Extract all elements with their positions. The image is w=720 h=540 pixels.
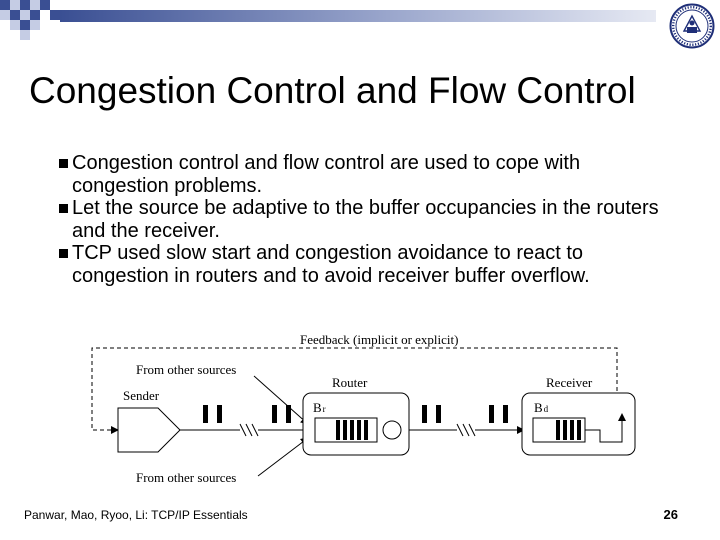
bullet-text: Let the source be adaptive to the buffer occupancies in the routers and the receiver. <box>72 197 659 242</box>
incoming-arrow-bottom <box>258 438 308 476</box>
receiver-label: Receiver <box>546 375 593 390</box>
sender-label: Sender <box>123 388 160 403</box>
from-other-sources-top: From other sources <box>136 362 237 377</box>
router-label: Router <box>332 375 368 390</box>
page-number: 26 <box>663 507 678 522</box>
sender-node <box>118 408 180 452</box>
packets-sender-router <box>203 405 291 423</box>
slide-title: Congestion Control and Flow Control <box>29 70 636 111</box>
feedback-label: Feedback (implicit or explicit) <box>300 332 459 347</box>
receiver-buffer-label: Bd <box>534 400 549 415</box>
packets-router-receiver <box>422 405 508 423</box>
footer-credits: Panwar, Mao, Ryoo, Li: TCP/IP Essentials <box>24 508 248 522</box>
bullet-text: TCP used slow start and congestion avoidance to react to congestion in routers and to avoid receiver buffer overflow. <box>72 242 590 287</box>
bullet-text: Congestion control and flow control are used to cope with congestion problems. <box>72 152 581 197</box>
router-buffer-label: Br <box>313 400 326 415</box>
from-other-sources-bottom: From other sources <box>136 470 237 485</box>
router-server <box>383 421 401 439</box>
link-break-icon <box>457 424 475 436</box>
link-break-icon <box>240 424 258 436</box>
incoming-arrow-top <box>254 376 308 424</box>
